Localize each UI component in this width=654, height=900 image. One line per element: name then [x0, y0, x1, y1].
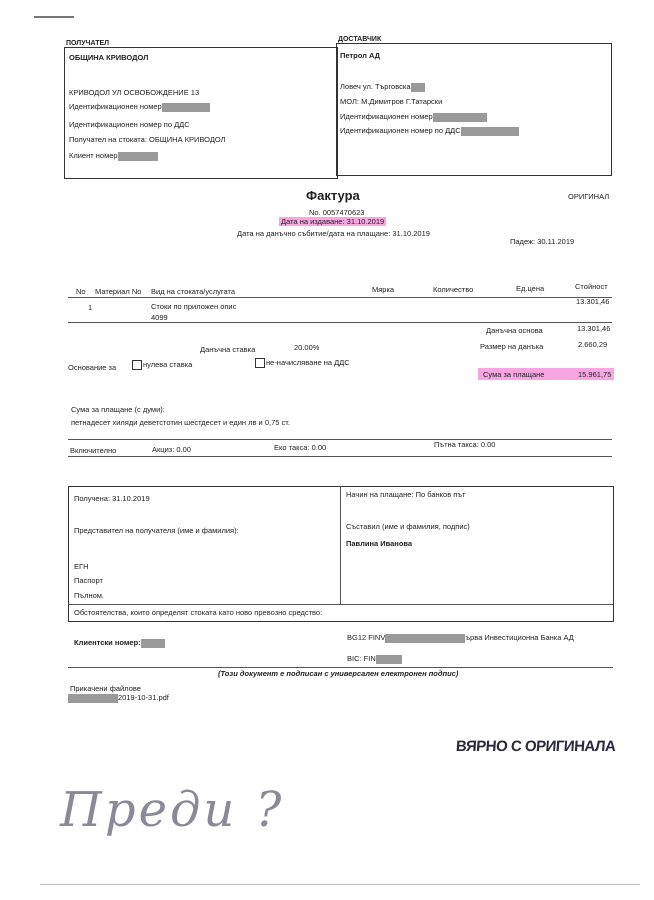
payable-row — [478, 368, 614, 380]
basis-label: Основание за — [68, 363, 117, 372]
tax-base: 13.301,46 — [577, 324, 611, 333]
supplier-id-row — [340, 112, 487, 122]
col-qty: Количество — [433, 285, 474, 294]
due-date: Падеж: 30.11.2019 — [510, 237, 575, 246]
words-text: петнадесет хиляди деветстотин шестдесет и един лв и 0,75 ст. — [71, 418, 290, 427]
tax-base-label: Данъчна основа — [486, 326, 543, 335]
invoice-title: Фактура — [306, 188, 360, 203]
fees-road: Пътна такса: 0.00 — [434, 440, 496, 449]
invoice-original: ОРИГИНАЛ — [568, 192, 610, 201]
client-number-row — [74, 638, 165, 648]
iban-row — [347, 633, 574, 643]
signature-note: (Този документ е подписан с универсален електронен подпис) — [218, 669, 459, 678]
attachment-file: 2019-10-31.pdf — [118, 693, 169, 702]
redaction — [118, 152, 158, 161]
recipient-client — [69, 151, 158, 161]
redaction — [385, 634, 465, 643]
fees-excise: Акциз: 0.00 — [152, 445, 191, 454]
receipt-box — [68, 486, 614, 622]
words-label: Сума за плащане (с думи): — [71, 405, 165, 414]
goods-recipient: Получател на стоката: ОБЩИНА КРИВОДОЛ — [69, 135, 226, 144]
col-value: Стойност — [575, 282, 608, 291]
representative: Представител на получателя (име и фамилия): — [74, 526, 239, 535]
fees-eco: Еко такса: 0.00 — [274, 443, 327, 452]
redaction — [162, 103, 210, 112]
redaction — [376, 655, 402, 664]
supplier-mol: МОЛ: М.Димитров Г.Татарски — [340, 97, 443, 106]
scan-bottom-line — [40, 884, 640, 885]
row-no: 1 — [88, 303, 93, 312]
recipient-name: ОБЩИНА КРИВОДОЛ — [69, 53, 149, 62]
no-vat-option — [255, 358, 350, 368]
receipt-inner-line — [68, 604, 613, 605]
tax-amount: 2.660,29 — [578, 340, 608, 349]
client-label: Клиент номер — [69, 151, 118, 160]
tax-rate: 20.00% — [294, 343, 320, 352]
supplier-box — [336, 43, 612, 176]
invoice-number: No. 0057470623 — [309, 208, 365, 217]
signature-line — [68, 667, 613, 668]
recipient-address: КРИВОДОЛ УЛ ОСВОБОЖДЕНИЕ 13 — [69, 88, 200, 97]
recipient-header: ПОЛУЧАТЕЛ — [66, 40, 110, 47]
compiler-name: Павлина Иванова — [346, 539, 413, 548]
supplier-address: Ловеч ул. Търговска — [340, 82, 411, 91]
attachment-row — [68, 693, 169, 703]
redaction — [68, 694, 118, 703]
handwritten-note: Преди ? — [60, 782, 285, 838]
redaction — [433, 113, 487, 122]
row-line — [68, 322, 612, 323]
bank-name: ърва Инвестиционна Банка АД — [465, 633, 574, 642]
zero-rate-option — [132, 360, 192, 370]
payable-amount: 15.961,75 — [578, 370, 612, 379]
row-value: 13.301,46 — [576, 297, 610, 306]
checkbox-icon — [132, 360, 142, 370]
tax-amount-label: Размер на данъка — [480, 342, 544, 351]
attachments-label: Прикачени файлове — [70, 684, 141, 693]
table-header-line — [68, 297, 612, 298]
recipient-id — [69, 102, 210, 112]
received: Получена: 31.10.2019 — [74, 494, 150, 503]
iban-prefix: BG12 FINV — [347, 633, 386, 642]
col-unit: Мярка — [372, 285, 395, 294]
supplier-id-label: Идентификационен номер — [340, 112, 433, 121]
certified-stamp: ВЯРНО С ОРИГИНАЛА — [455, 738, 616, 755]
client-number-label: Клиентски номер: — [74, 638, 141, 647]
passport-label: Паспорт — [74, 576, 103, 585]
proxy-label: Пълном. — [74, 591, 105, 600]
issue-date: Дата на издаване: 31.10.2019 — [281, 217, 385, 226]
row-description: Стоки по приложен опис — [151, 302, 237, 311]
supplier-header: ДОСТАВЧИК — [338, 36, 382, 43]
payment-method: Начин на плащане: По банков път — [346, 490, 466, 499]
no-vat-label: не-начисляване на ДДС — [266, 358, 350, 367]
col-no: No — [76, 287, 86, 296]
tax-event-date: Дата на данъчно събитие/дата на плащане: 31.10.2019 — [237, 229, 430, 238]
tax-rate-label: Данъчна ставка — [200, 345, 256, 354]
redaction — [411, 83, 425, 92]
redaction — [141, 639, 165, 648]
recipient-id-label: Идентификационен номер — [69, 102, 162, 111]
scan-mark — [34, 16, 74, 18]
checkbox-icon — [255, 358, 265, 368]
supplier-address-row — [340, 82, 425, 92]
supplier-name: Петрол АД — [340, 51, 380, 60]
compiled-by: Съставил (име и фамилия, подпис) — [346, 522, 470, 531]
fees-included: Включително — [70, 446, 117, 455]
recipient-vat-label: Идентификационен номер по ДДС — [69, 120, 190, 129]
row-sub: 4099 — [151, 313, 168, 322]
circumstances: Обстоятелства, които определят стоката като ново превозно средство: — [74, 608, 323, 617]
col-unit-price: Ед.цена — [516, 284, 545, 293]
supplier-vat-row — [340, 126, 519, 136]
col-material: Материал No — [95, 287, 142, 296]
bic: BIC: FIN — [347, 654, 376, 663]
payable-label: Сума за плащане — [483, 370, 545, 379]
supplier-vat-label: Идентификационен номер по ДДС — [340, 126, 461, 135]
bic-row — [347, 654, 402, 664]
fees-bottom-line — [68, 456, 612, 457]
col-description: Вид на стоката/услугата — [151, 287, 236, 296]
redaction — [461, 127, 519, 136]
egn-label: ЕГН — [74, 562, 89, 571]
fees-top-line — [68, 439, 612, 440]
receipt-divider — [340, 486, 341, 604]
zero-rate-label: нулева ставка — [143, 360, 193, 369]
